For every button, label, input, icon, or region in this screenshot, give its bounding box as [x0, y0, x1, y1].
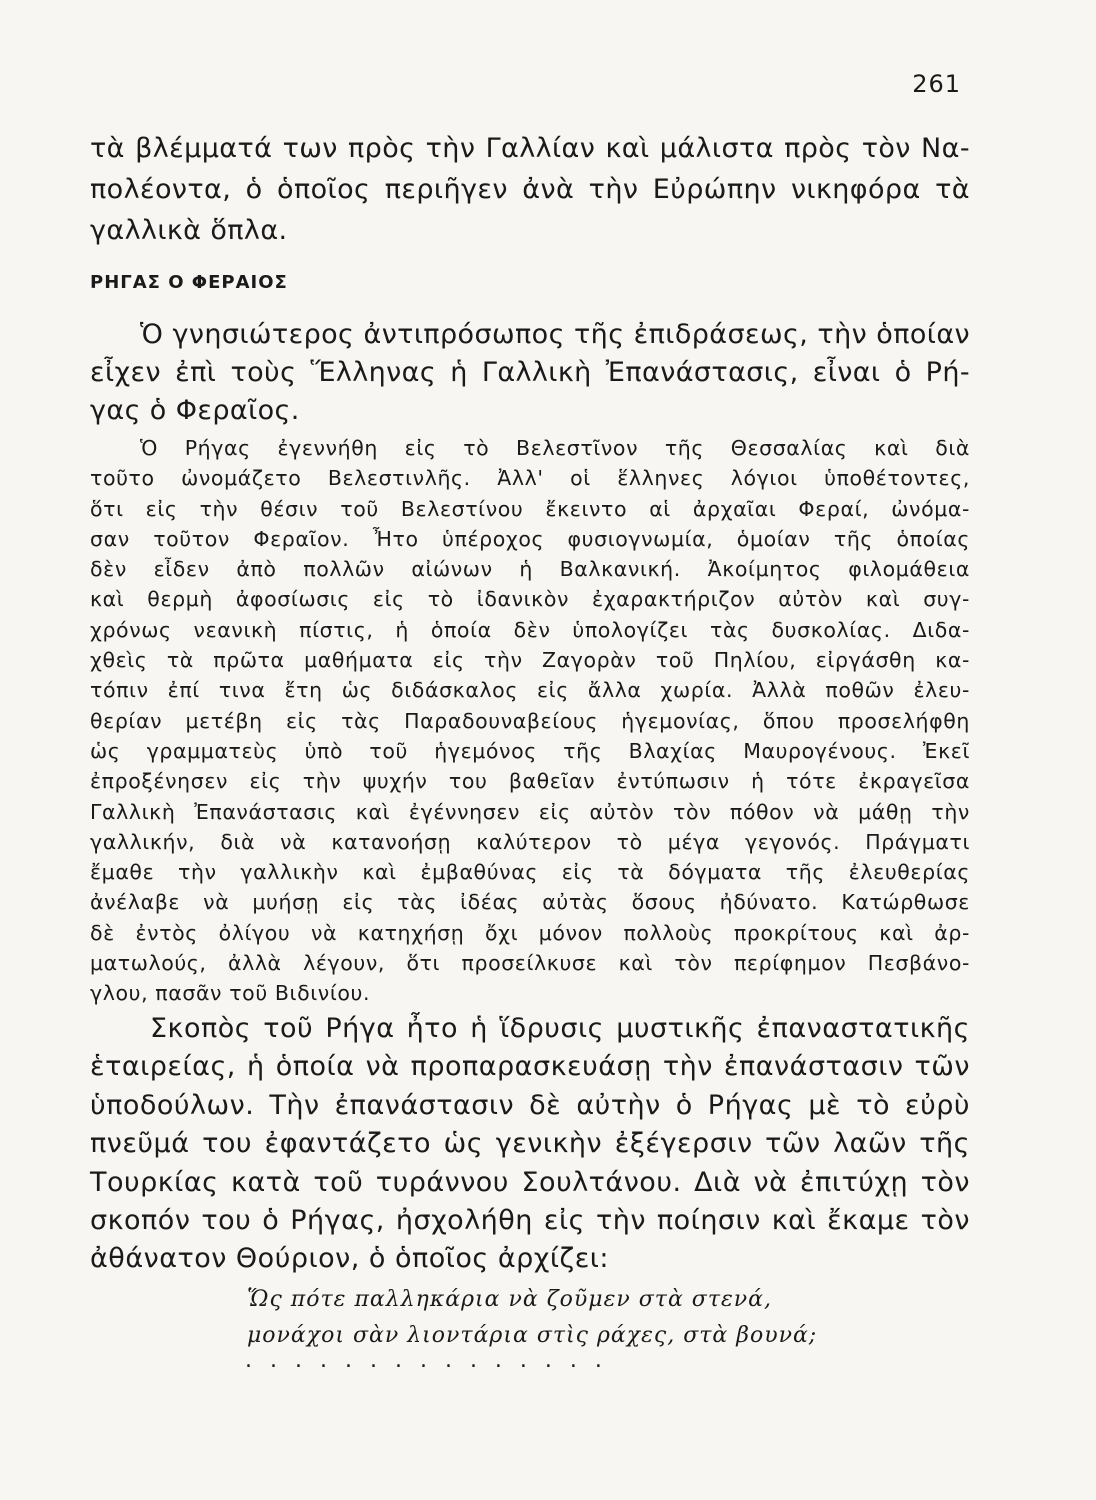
text-line: θερίαν μετέβη εἰς τὰς Παραδουναβείους ἡγεμονίας, ὅπου προσελήφθη — [90, 708, 970, 733]
text-line: τοῦτο ὠνομάζετο Βελεστινλῆς. Ἀλλ' οἱ ἕλληνες λόγιοι ὑποθέτοντες, — [90, 466, 970, 491]
text-line: τόπιν ἐπί τινα ἔτη ὡς διδάσκαλος εἰς ἄλλα χωρία. Ἀλλὰ ποθῶν ἐλευ- — [90, 678, 970, 703]
text-line: Γαλλικὴ Ἐπανάστασις καὶ ἐγέννησεν εἰς αὐτὸν τὸν πόθον νὰ μάθῃ τὴν — [90, 799, 970, 824]
text-line: γαλλικὰ ὅπλα. — [90, 215, 288, 246]
text-line: ὡς γραμματεὺς ὑπὸ τοῦ ἡγεμόνος τῆς Βλαχίας Μαυρογένους. Ἐκεῖ — [90, 738, 970, 763]
text-line: Σκοπὸς τοῦ Ρήγα ἦτο ἡ ἵδρυσις μυστικῆς ἐπαναστατικῆς — [150, 1013, 970, 1044]
text-line: Τουρκίας κατὰ τοῦ τυράννου Σουλτάνου. Διὰ νὰ ἐπιτύχῃ τὸν — [90, 1166, 970, 1198]
text-line: ἐπροξένησεν εἰς τὴν ψυχήν του βαθεῖαν ἐντύπωσιν ἡ τότε ἐκραγεῖσα — [90, 769, 970, 794]
text-line: πολέοντα, ὁ ὁποῖος περιῆγεν ἀνὰ τὴν Εὐρώπην νικηφόρα τὰ — [90, 174, 970, 205]
text-line: καὶ θερμὴ ἀφοσίωσις εἰς τὸ ἰδανικὸν ἐχαρακτήριζον αὐτὸν καὶ συγ- — [90, 587, 970, 612]
text-line: χρόνως νεανικὴ πίστις, ἡ ὁποία δὲν ὑπολογίζει τὰς δυσκολίας. Διδα- — [90, 617, 970, 642]
text-line: Ὁ γνησιώτερος ἀντιπρόσωπος τῆς ἐπιδράσεως, τὴν ὁποίαν — [140, 319, 970, 350]
poem-line: Ὥς πότε παλληκάρια νὰ ζοῦμεν στὰ στενά, — [247, 1287, 773, 1312]
text-line: χθεὶς τὰ πρῶτα μαθήματα εἰς τὴν Ζαγορὰν τοῦ Πηλίου, εἰργάσθη κα- — [90, 648, 970, 673]
text-line: ὑποδούλων. Τὴν ἐπανάστασιν δὲ αὐτὴν ὁ Ρήγας μὲ τὸ εὐρὺ — [90, 1089, 970, 1121]
text-line: ἔμαθε τὴν γαλλικὴν καὶ ἐμβαθύνας εἰς τὰ δόγματα τῆς ἐλευθερίας — [90, 860, 970, 885]
lead-paragraph — [90, 316, 970, 430]
text-line: ὅτι εἰς τὴν θέσιν τοῦ Βελεστίνου ἔκειντο αἱ ἀρχαῖαι Φεραί, ὠνόμα- — [90, 496, 970, 521]
body-paragraph — [90, 433, 970, 1009]
text-line: ματωλούς, ἀλλὰ λέγουν, ὅτι προσείλκυσε καὶ τὸν περίφημον Πεσβάνο- — [90, 951, 970, 976]
text-line: ἑταιρείας, ἡ ὁποία νὰ προπαρασκευάσῃ τὴν ἐπανάστασιν τῶν — [90, 1051, 970, 1083]
page-number: 261 — [912, 70, 961, 98]
poem-ellipsis: ............... — [245, 1348, 620, 1373]
text-line: εἶχεν ἐπὶ τοὺς Ἕλληνας ἡ Γαλλικὴ Ἐπανάστασις, εἶναι ὁ Ρή- — [90, 357, 970, 388]
text-line: δὲν εἶδεν ἀπὸ πολλῶν αἰώνων ἡ Βαλκανική. Ἀκοίμητος φιλομάθεια — [90, 557, 970, 582]
poem-quote — [247, 1282, 817, 1354]
text-line: Ὁ Ρήγας ἐγεννήθη εἰς τὸ Βελεστῖνον τῆς Θεσσαλίας καὶ διὰ — [140, 436, 970, 460]
intro-paragraph — [90, 128, 970, 251]
text-line: γλου, πασᾶν τοῦ Βιδινίου. — [90, 981, 371, 1006]
text-line: δὲ ἐντὸς ὀλίγου νὰ κατηχήσῃ ὄχι μόνον πολλοὺς προκρίτους καὶ ἀρ- — [90, 920, 970, 945]
text-line: σαν τοῦτον Φεραῖον. Ἦτο ὑπέροχος φυσιογνωμία, ὁμοίαν τῆς ὁποίας — [90, 526, 970, 551]
text-line: γας ὁ Φεραῖος. — [90, 395, 300, 426]
section-heading: ΡΗΓΑΣ Ο ΦΕΡΑΙΟΣ — [90, 272, 288, 293]
text-line: ἀθάνατον Θούριον, ὁ ὁποῖος ἀρχίζει: — [90, 1243, 610, 1275]
text-line: γαλλικήν, διὰ νὰ κατανοήσῃ καλύτερον τὸ μέγα γεγονός. Πράγματι — [90, 829, 970, 854]
text-line: σκοπόν του ὁ Ρήγας, ἠσχολήθη εἰς τὴν ποίησιν καὶ ἔκαμε τὸν — [90, 1205, 970, 1237]
text-line: πνεῦμά του ἐφαντάζετο ὡς γενικὴν ἐξέγερσιν τῶν λαῶν τῆς — [90, 1128, 970, 1160]
text-line: ἀνέλαβε νὰ μυήσῃ εἰς τὰς ἰδέας αὐτὰς ὅσους ἠδύνατο. Κατώρθωσε — [90, 890, 970, 915]
text-line: τὰ βλέμματά των πρὸς τὴν Γαλλίαν καὶ μάλιστα πρὸς τὸν Να- — [90, 133, 970, 164]
poem-line: μονάχοι σὰν λιοντάρια στὶς ράχες, στὰ βουνά; — [247, 1323, 818, 1348]
aim-paragraph — [90, 1010, 970, 1279]
